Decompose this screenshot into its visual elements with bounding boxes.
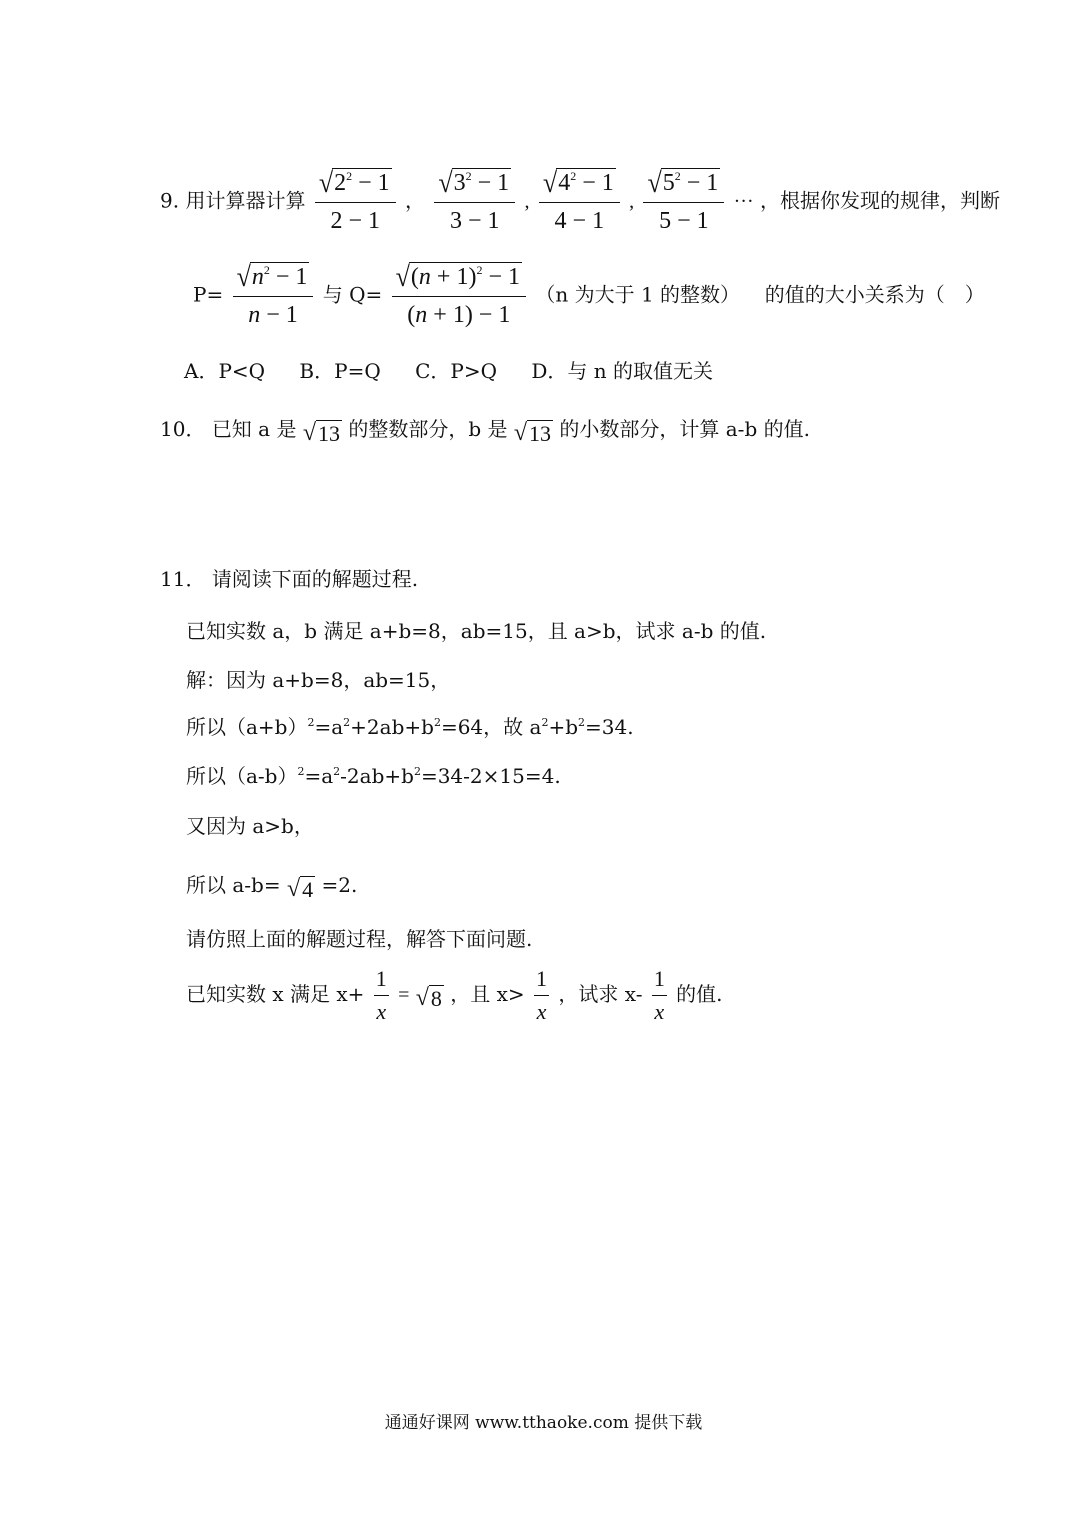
- option-d: D．与 n 的取值无关: [531, 359, 714, 383]
- q9-tail: ，根据你发现的规律，判断: [759, 188, 1000, 213]
- q9-condition: （n 为大于 1 的整数）: [535, 282, 741, 307]
- fraction-1-over-x-b: $\frac{1}{x}$: [536, 966, 548, 1024]
- q9-sep-1: ，: [405, 188, 425, 213]
- and-q-label: 与 Q=: [322, 282, 383, 307]
- option-b: B．P=Q: [299, 359, 381, 383]
- q9-line1: [160, 168, 1000, 236]
- p-fraction: √ $n^2 - 1$ n − 1: [233, 262, 314, 330]
- q11-title-line: [160, 566, 418, 592]
- q10-part2: 的整数部分，b 是: [348, 417, 508, 441]
- q11-imitate: 请仿照上面的解题过程，解答下面问题.: [186, 927, 533, 951]
- sqrt-8: √ 8: [415, 985, 442, 1011]
- q10-number: 10．: [160, 417, 206, 441]
- q9-fraction-2: √ $3^2 - 1$ 3 − 1: [434, 168, 515, 236]
- q9-sep-2: ,: [524, 190, 530, 213]
- q9-fraction-3: √ $4^2 - 1$ 4 − 1: [539, 168, 620, 236]
- q11-title: 请阅读下面的解题过程.: [211, 567, 419, 591]
- q10-part1: 已知 a 是: [211, 417, 297, 441]
- q9-number: 9.: [160, 188, 180, 213]
- q9-line2: [193, 262, 985, 330]
- q-fraction: √ $(n + 1)^2 - 1$ (n + 1) − 1: [392, 262, 526, 330]
- q9-fraction-4: √ $5^2 - 1$ 5 − 1: [643, 168, 724, 236]
- q9-options: [184, 358, 713, 384]
- q11-solution-5: 所以 a-b= √ 4 =2.: [186, 873, 358, 902]
- page-footer: 通通好课网 www.tthaoke.com 提供下载: [384, 1413, 703, 1433]
- q10-line: [160, 416, 810, 446]
- option-c: C．P>Q: [415, 359, 498, 383]
- q11-given: 已知实数 a，b 满足 a+b=8，ab=15，且 a>b，试求 a-b 的值.: [186, 619, 767, 643]
- q11-solution-2: 所以$(a+b)^2=a^2+2ab+b^2=64$，故 $a^2+b^2=34$.: [186, 715, 634, 739]
- q11-solution-4: 又因为 a>b，: [186, 814, 314, 838]
- q11-solution-3: 所以$(a-b)^2=a^2-2ab+b^2=34-2\times 15=4$.: [186, 764, 561, 788]
- q11-number: 11．: [160, 567, 206, 591]
- q9-ellipsis: ···: [733, 190, 754, 213]
- q10-part3: 的小数部分，计算 a-b 的值.: [559, 417, 810, 441]
- sqrt-13-a: √ 13: [302, 420, 340, 446]
- q9-sep-3: ,: [629, 190, 635, 213]
- sqrt-4: √ 4: [286, 876, 314, 902]
- q9-fraction-1: √ $2^2 - 1$ 2 − 1: [315, 168, 396, 236]
- fraction-1-over-x-c: $\frac{1}{x}$: [653, 966, 665, 1024]
- p-label: P=: [193, 282, 224, 307]
- option-a: A．P<Q: [184, 359, 266, 383]
- q9-question: 的值的大小关系为（ ）: [764, 282, 985, 307]
- sqrt-13-b: √ 13: [513, 420, 552, 446]
- q9-intro: 用计算器计算: [185, 188, 306, 213]
- q11-problem: 已知实数 x 满足 x+ $\frac{1}{x}$ = √ 8 ，且 x> $\frac{1}{x}$ ，试求 x- $\frac{1}{x}$ 的值.: [186, 966, 723, 1024]
- q11-solution-1: 解：因为 a+b=8，ab=15，: [186, 668, 451, 692]
- fraction-1-over-x-a: $\frac{1}{x}$: [375, 966, 387, 1024]
